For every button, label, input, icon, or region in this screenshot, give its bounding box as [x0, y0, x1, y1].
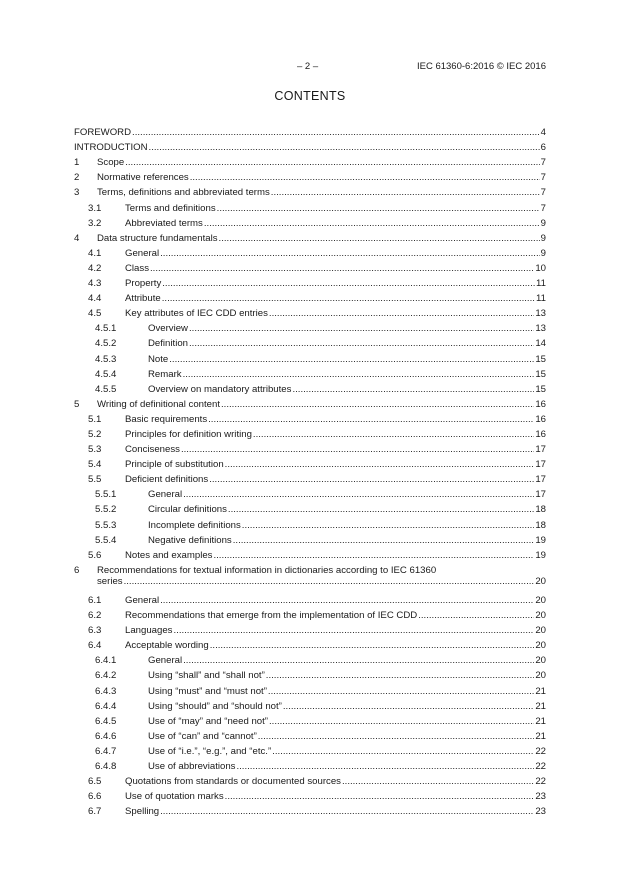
dot-leader: [213, 550, 534, 561]
toc-entry[interactable]: [74, 802, 546, 817]
toc-entry[interactable]: [74, 395, 546, 410]
toc-entry-number: 4.5.1: [95, 323, 117, 335]
toc-entry-number: 5.2: [88, 428, 102, 440]
toc-entry[interactable]: [74, 198, 546, 213]
toc-entry-title: Abbreviated terms: [125, 217, 203, 229]
toc-entry-number: 5.5.4: [95, 534, 117, 546]
toc-entry-page: 7: [540, 172, 546, 184]
dot-leader: [269, 308, 534, 319]
toc-entry-number: 5.5.1: [95, 489, 117, 501]
toc-entry-number: 4.5: [88, 308, 102, 320]
dot-leader: [183, 489, 534, 500]
toc-entry-page: 17: [535, 459, 546, 471]
toc-entry-title: Negative definitions: [148, 534, 232, 546]
toc-entry[interactable]: [74, 365, 546, 380]
toc-entry-number: 4.3: [88, 278, 102, 290]
toc-entry-page: 7: [540, 202, 546, 214]
toc-entry-number: 6.4.3: [95, 685, 117, 697]
toc-entry-page: 11: [536, 278, 546, 290]
toc-entry-page: 13: [535, 323, 546, 335]
toc-entry-page: 9: [540, 232, 546, 244]
toc-entry[interactable]: [74, 425, 546, 440]
toc-entry-title: Conciseness: [125, 444, 180, 456]
dot-leader: [272, 746, 534, 757]
toc-entry-title: Using “shall” and “shall not”: [148, 670, 265, 682]
toc-entry-number: 6.4.7: [95, 745, 117, 757]
page-number: – 2 –: [297, 61, 319, 72]
dot-leader: [162, 278, 535, 289]
toc-entry-number: 6: [74, 564, 80, 576]
toc-entry[interactable]: [74, 349, 546, 364]
toc-entry[interactable]: [74, 319, 546, 334]
toc-entry-title: Principles for definition writing: [125, 428, 252, 440]
toc-entry-title: Use of abbreviations: [148, 761, 236, 773]
toc-entry-page: 18: [535, 519, 546, 531]
dot-leader: [162, 293, 535, 304]
toc-entry-page: 17: [535, 444, 546, 456]
toc-entry[interactable]: [74, 410, 546, 425]
toc-entry-title: FOREWORD: [74, 127, 132, 139]
toc-entry-number: 4.1: [88, 247, 102, 259]
toc-entry[interactable]: [74, 500, 546, 515]
dot-leader: [266, 670, 535, 681]
dot-leader: [269, 716, 534, 727]
dot-leader: [219, 233, 540, 244]
dot-leader: [160, 595, 534, 606]
toc-entry-title: Use of “can” and “cannot”: [148, 730, 257, 742]
toc-entry-number: 6.1: [88, 595, 102, 606]
toc-entry-number: 6.2: [88, 610, 102, 622]
toc-entry[interactable]: [74, 138, 546, 153]
toc-entry[interactable]: [74, 636, 546, 651]
toc-entry-title: Class: [125, 262, 149, 274]
toc-entry-page: 7: [540, 157, 546, 169]
toc-entry-title: General: [125, 247, 160, 259]
toc-entry-title: Definition: [148, 338, 188, 350]
toc-entry-title: General: [148, 489, 183, 501]
toc-entry-page: 17: [535, 489, 546, 501]
toc-entry-page: 23: [535, 806, 546, 818]
toc-entry[interactable]: [74, 214, 546, 229]
toc-entry-page: 20: [535, 575, 546, 587]
dot-leader: [181, 444, 534, 455]
dot-leader: [342, 776, 534, 787]
toc-entry[interactable]: [74, 515, 546, 530]
dot-leader: [217, 203, 540, 214]
toc-entry-number: 2: [74, 172, 80, 184]
toc-entry-page: 4: [540, 127, 546, 139]
toc-entry[interactable]: [74, 259, 546, 274]
toc-entry-number: 6.5: [88, 776, 102, 788]
toc-entry[interactable]: [74, 681, 546, 696]
toc-entry[interactable]: [74, 546, 546, 561]
toc-entry[interactable]: [74, 561, 546, 576]
dot-leader: [160, 248, 540, 259]
toc-entry-page: 20: [535, 655, 546, 667]
toc-entry-page: 23: [535, 791, 546, 803]
toc-entry-page: 9: [540, 217, 546, 229]
table-of-contents: [74, 123, 546, 817]
toc-entry-number: 4.4: [88, 293, 102, 305]
dot-leader: [253, 429, 534, 440]
toc-entry-number: 5.1: [88, 413, 102, 425]
toc-entry-title: Writing of definitional content: [97, 398, 221, 410]
toc-entry-number: 5.5: [88, 474, 102, 486]
toc-entry-number: 5.6: [88, 549, 102, 561]
toc-entry-page: 16: [535, 428, 546, 440]
toc-entry-number: 6.4.8: [95, 761, 117, 773]
toc-entry-title: Acceptable wording: [125, 640, 209, 652]
toc-entry-page: 10: [535, 262, 546, 274]
toc-entry[interactable]: [74, 440, 546, 455]
toc-entry[interactable]: [74, 455, 546, 470]
toc-entry-page: 22: [535, 776, 546, 788]
page-title: CONTENTS: [274, 89, 346, 103]
dot-leader: [292, 384, 534, 395]
toc-entry-page: 20: [535, 610, 546, 622]
toc-entry-title: Property: [125, 278, 162, 290]
dot-leader: [225, 791, 535, 802]
toc-entry-title: Deficient definitions: [125, 474, 209, 486]
dot-leader: [132, 127, 540, 138]
toc-entry-title: Normative references: [97, 172, 189, 184]
toc-entry-number: 5.5.3: [95, 519, 117, 531]
dot-leader: [221, 399, 534, 410]
toc-entry-number: 3.2: [88, 217, 102, 229]
toc-entry-number: 6.7: [88, 806, 102, 818]
toc-entry[interactable]: [74, 787, 546, 802]
toc-entry-page: 7: [540, 187, 546, 199]
dot-leader: [228, 504, 534, 515]
dot-leader: [208, 414, 534, 425]
dot-leader: [189, 323, 534, 334]
toc-entry[interactable]: [74, 621, 546, 636]
dot-leader: [183, 655, 534, 666]
toc-entry-page: 22: [535, 745, 546, 757]
toc-entry-title: Using “should” and “should not”: [148, 700, 282, 712]
toc-entry[interactable]: [74, 606, 546, 621]
toc-entry[interactable]: [74, 380, 546, 395]
toc-entry[interactable]: [74, 229, 546, 244]
toc-entry-page: 20: [535, 625, 546, 637]
toc-entry-title: INTRODUCTION: [74, 142, 148, 154]
toc-entry-page: 11: [536, 293, 546, 305]
toc-entry-title: Languages: [125, 625, 173, 637]
dot-leader: [183, 369, 535, 380]
toc-entry[interactable]: [74, 697, 546, 712]
dot-leader: [173, 625, 534, 636]
toc-entry-page: 20: [535, 640, 546, 652]
toc-entry-page: 15: [535, 368, 546, 380]
toc-entry-title: Terms and definitions: [125, 202, 216, 214]
toc-entry-page: 14: [535, 338, 546, 350]
dot-leader: [149, 142, 540, 153]
toc-entry-page: 21: [535, 730, 546, 742]
toc-entry-title: Overview on mandatory attributes: [148, 383, 292, 395]
toc-entry-number: 6.3: [88, 625, 102, 637]
toc-entry-title: Recommendations for textual information in dictionaries according to IEC 61360: [97, 564, 437, 576]
toc-entry-page: 18: [535, 504, 546, 516]
toc-entry[interactable]: [74, 531, 546, 546]
dot-leader: [209, 474, 534, 485]
toc-entry[interactable]: [74, 757, 546, 772]
toc-entry-number: 5: [74, 398, 80, 410]
toc-entry-number: 5.3: [88, 444, 102, 456]
dot-leader: [258, 731, 535, 742]
toc-entry-title: Terms, definitions and abbreviated terms: [97, 187, 270, 199]
toc-entry-number: 6.4.2: [95, 670, 117, 682]
toc-entry-page: 17: [535, 474, 546, 486]
page-header: [0, 61, 620, 75]
toc-entry-page: 21: [535, 685, 546, 697]
dot-leader: [271, 187, 540, 198]
dot-leader: [283, 701, 534, 712]
toc-entry-number: 6.4.6: [95, 730, 117, 742]
toc-entry[interactable]: [74, 485, 546, 500]
toc-entry-page: 13: [535, 308, 546, 320]
toc-entry-page: 21: [535, 700, 546, 712]
toc-entry-page: 9: [540, 247, 546, 259]
dot-leader: [125, 157, 539, 168]
toc-entry-title: Note: [148, 353, 169, 365]
toc-entry-number: 6.4.1: [95, 655, 117, 667]
toc-entry-title: Quotations from standards or documented sources: [125, 776, 341, 788]
dot-leader: [190, 172, 540, 183]
toc-entry[interactable]: [74, 153, 546, 168]
toc-entry[interactable]: [74, 666, 546, 681]
toc-entry[interactable]: [74, 727, 546, 742]
toc-entry-title: Data structure fundamentals: [97, 232, 218, 244]
toc-entry[interactable]: [74, 168, 546, 183]
toc-entry-number: 5.4: [88, 459, 102, 471]
toc-entry-title: Remark: [148, 368, 182, 380]
dot-leader: [150, 263, 534, 274]
toc-entry[interactable]: [74, 244, 546, 259]
toc-entry-title: General: [125, 595, 160, 606]
toc-entry[interactable]: [74, 183, 546, 198]
toc-entry-title: Circular definitions: [148, 504, 227, 516]
toc-entry-number: 4.5.2: [95, 338, 117, 350]
toc-entry[interactable]: [74, 123, 546, 138]
toc-entry-page: 16: [535, 413, 546, 425]
toc-entry-title: Using “must” and “must not”: [148, 685, 267, 697]
toc-entry-number: 6.4.4: [95, 700, 117, 712]
toc-entry-page: 19: [535, 534, 546, 546]
toc-entry-title: General: [148, 655, 183, 667]
dot-leader: [242, 520, 535, 531]
toc-entry-page: 21: [535, 715, 546, 727]
toc-entry[interactable]: [74, 289, 546, 304]
toc-entry[interactable]: [74, 712, 546, 727]
toc-entry-title: Key attributes of IEC CDD entries: [125, 308, 268, 320]
toc-entry-title: Notes and examples: [125, 549, 213, 561]
toc-entry[interactable]: [74, 334, 546, 349]
toc-entry-number: 1: [74, 157, 80, 169]
document-reference: IEC 61360-6:2016 © IEC 2016: [416, 61, 546, 72]
toc-entry-page: 22: [535, 761, 546, 773]
toc-entry-title-continued: series: [97, 575, 123, 587]
toc-entry-page: 6: [540, 142, 546, 154]
toc-entry-title: Use of “i.e.”, “e.g.”, and “etc.”: [148, 745, 272, 757]
toc-entry-title: Use of “may” and “need not”: [148, 715, 268, 727]
toc-entry-number: 4.5.3: [95, 353, 117, 365]
toc-entry-title: Incomplete definitions: [148, 519, 241, 531]
toc-entry-number: 6.6: [88, 791, 102, 803]
toc-entry-number: 4.5.5: [95, 383, 117, 395]
toc-entry-continuation[interactable]: [74, 576, 546, 591]
toc-entry-title: Principle of substitution: [125, 459, 224, 471]
toc-entry-number: 6.4.5: [95, 715, 117, 727]
toc-entry-page: 15: [535, 383, 546, 395]
toc-entry-title: Scope: [97, 157, 125, 169]
toc-entry-page: 20: [535, 670, 546, 682]
dot-leader: [418, 610, 534, 621]
toc-entry[interactable]: [74, 304, 546, 319]
toc-entry-number: 4: [74, 232, 80, 244]
dot-leader: [236, 761, 534, 772]
toc-entry[interactable]: [74, 742, 546, 757]
toc-entry-number: 4.5.4: [95, 368, 117, 380]
dot-leader: [225, 459, 535, 470]
dot-leader: [233, 535, 535, 546]
toc-entry[interactable]: [74, 651, 546, 666]
toc-entry-title: Basic requirements: [125, 413, 208, 425]
toc-entry-page: 16: [535, 398, 546, 410]
toc-entry-title: Spelling: [125, 806, 160, 818]
toc-entry-number: 5.5.2: [95, 504, 117, 516]
dot-leader: [169, 354, 534, 365]
toc-entry[interactable]: [74, 772, 546, 787]
toc-entry-page: 15: [535, 353, 546, 365]
toc-entry-page: 20: [535, 595, 546, 606]
dot-leader: [124, 576, 535, 587]
toc-entry[interactable]: [74, 470, 546, 485]
toc-entry-title: Attribute: [125, 293, 161, 305]
toc-entry[interactable]: [74, 591, 546, 606]
toc-entry-title: Overview: [148, 323, 188, 335]
dot-leader: [204, 218, 540, 229]
toc-entry-number: 3: [74, 187, 80, 199]
toc-entry-title: Recommendations that emerge from the implementation of IEC CDD: [125, 610, 418, 622]
toc-entry-title: Use of quotation marks: [125, 791, 224, 803]
toc-entry[interactable]: [74, 274, 546, 289]
dot-leader: [160, 806, 534, 817]
dot-leader: [210, 640, 535, 651]
dot-leader: [268, 686, 534, 697]
toc-entry-page: 19: [535, 549, 546, 561]
dot-leader: [189, 338, 534, 349]
toc-entry-number: 3.1: [88, 202, 102, 214]
toc-entry-number: 6.4: [88, 640, 102, 652]
toc-entry-number: 4.2: [88, 262, 102, 274]
